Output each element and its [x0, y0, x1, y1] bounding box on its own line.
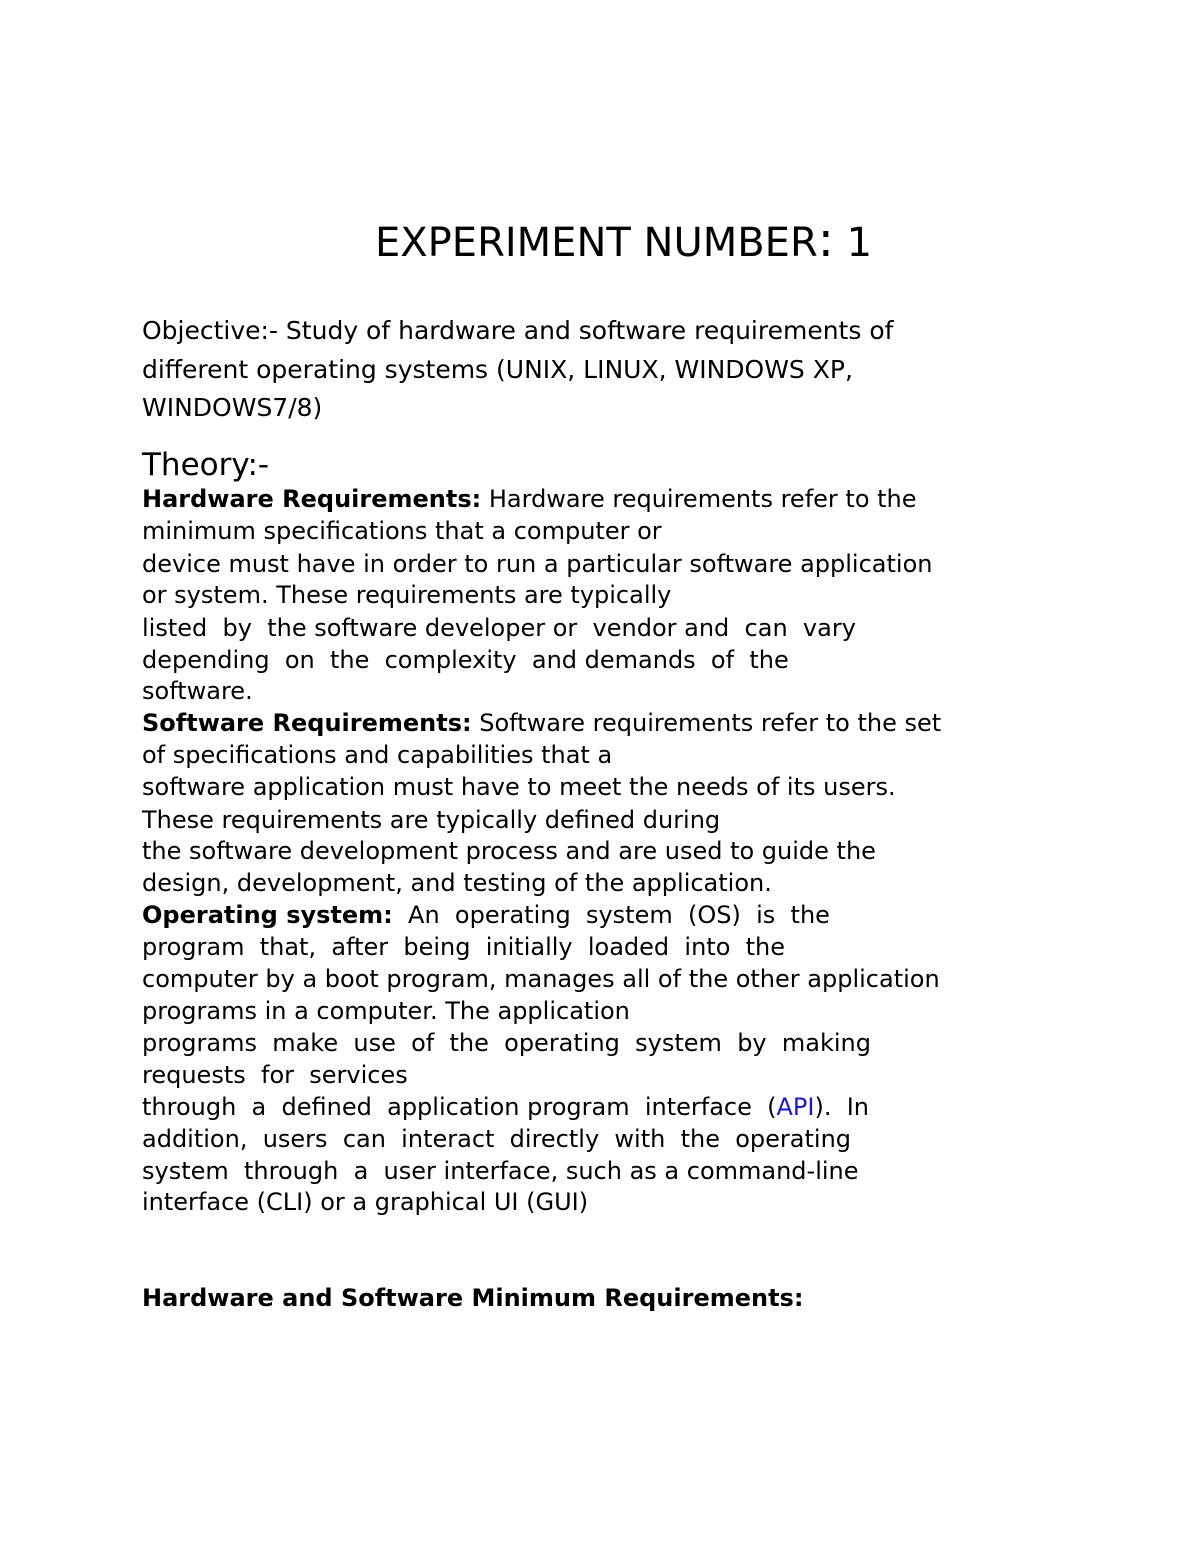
- objective-line-3: WINDOWS7/8): [142, 393, 323, 422]
- os-line-5: programs make use of the operating system by making: [142, 1029, 871, 1057]
- software-label: Software Requirements:: [142, 709, 472, 737]
- hardware-line-2: minimum specifications that a computer or: [142, 517, 662, 545]
- objective-line-1: Objective:- Study of hardware and software requirements of: [142, 316, 894, 345]
- objective-line-2: different operating systems (UNIX, LINUX, WINDOWS XP,: [142, 355, 853, 384]
- os-line-7: [142, 1093, 869, 1121]
- os-api-before: through a defined application program interface (: [142, 1093, 777, 1121]
- software-text-1: Software requirements refer to the set: [471, 709, 942, 737]
- title-colon: :: [817, 212, 834, 268]
- software-line-2: of specifications and capabilities that a: [142, 741, 613, 769]
- software-line-6: design, development, and testing of the application.: [142, 869, 772, 897]
- os-line-2: program that, after being initially loaded into the: [142, 933, 786, 961]
- hardware-line-3: device must have in order to run a particular software application: [142, 550, 933, 578]
- theory-heading: Theory:-: [142, 447, 270, 483]
- hardware-line-4: or system. These requirements are typically: [142, 581, 672, 609]
- hardware-line-1: [142, 485, 917, 513]
- os-text-1: An operating system (OS) is the: [392, 901, 830, 929]
- os-line-4: programs in a computer. The application: [142, 997, 630, 1025]
- title-text: EXPERIMENT NUMBER: [375, 220, 818, 266]
- hardware-line-7: software.: [142, 677, 253, 705]
- software-line-1: [142, 709, 941, 737]
- page-title: [375, 212, 872, 271]
- title-number: 1: [846, 220, 873, 266]
- os-line-1: [142, 901, 830, 929]
- hardware-line-5: listed by the software developer or vendor and can vary: [142, 614, 856, 642]
- software-line-3: software application must have to meet the needs of its users.: [142, 773, 896, 801]
- os-line-6: requests for services: [142, 1061, 408, 1089]
- os-label: Operating system:: [142, 901, 393, 929]
- software-line-5: the software development process and are used to guide the: [142, 837, 876, 865]
- os-line-10: interface (CLI) or a graphical UI (GUI): [142, 1188, 589, 1216]
- api-link[interactable]: API: [776, 1093, 815, 1121]
- requirements-heading: Hardware and Software Minimum Requirements:: [142, 1284, 804, 1312]
- os-api-after: ). In: [814, 1093, 870, 1121]
- os-line-9: system through a user interface, such as a command-line: [142, 1157, 859, 1185]
- hardware-label: Hardware Requirements:: [142, 485, 482, 513]
- os-line-8: addition, users can interact directly with the operating: [142, 1125, 852, 1153]
- os-line-3: computer by a boot program, manages all of the other application: [142, 965, 940, 993]
- hardware-text-1: Hardware requirements refer to the: [481, 485, 917, 513]
- hardware-line-6: depending on the complexity and demands of the: [142, 646, 789, 674]
- software-line-4: These requirements are typically defined during: [142, 806, 721, 834]
